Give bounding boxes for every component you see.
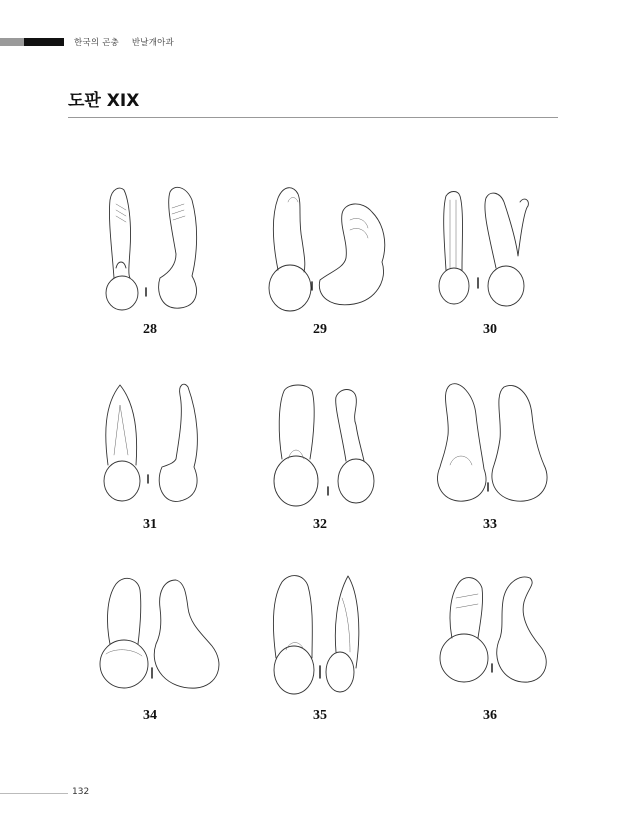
- figure-36-drawing: [420, 568, 570, 698]
- figure-32-number: 32: [313, 517, 327, 532]
- figure-29-drawing: [250, 180, 400, 310]
- figure-28: [80, 180, 230, 337]
- family-title: 반날개아과: [131, 38, 174, 48]
- figure-31-number: 31: [143, 517, 157, 532]
- book-title: 한국의 곤충: [74, 38, 119, 48]
- running-head: [74, 36, 174, 48]
- figure-32-drawing: [250, 375, 400, 505]
- figure-28-drawing: [80, 180, 230, 310]
- figure-29: [250, 180, 400, 337]
- figure-31: [80, 375, 230, 532]
- figure-36-number: 36: [483, 708, 497, 723]
- figure-29-number: 29: [313, 322, 327, 337]
- figure-36: [420, 568, 570, 723]
- figure-32: [250, 375, 400, 532]
- figure-34-number: 34: [143, 708, 157, 723]
- figure-33: [420, 375, 570, 532]
- figure-33-number: 33: [483, 517, 497, 532]
- plate-title: 도판 XIX: [68, 91, 140, 111]
- figure-35-number: 35: [313, 708, 327, 723]
- figure-31-drawing: [80, 375, 230, 505]
- footer-rule: [0, 793, 68, 794]
- figure-30: [420, 180, 570, 337]
- figure-34: [80, 568, 230, 723]
- figure-30-drawing: [420, 180, 570, 310]
- figure-33-drawing: [420, 375, 570, 505]
- figure-28-number: 28: [143, 322, 157, 337]
- header-bar-black: [24, 38, 64, 46]
- page-number: 132: [72, 787, 90, 797]
- figure-35: [250, 568, 400, 723]
- figure-30-number: 30: [483, 322, 497, 337]
- title-divider: [68, 117, 558, 118]
- header-bar-gray: [0, 38, 24, 46]
- figure-35-drawing: [250, 568, 400, 698]
- figure-34-drawing: [80, 568, 230, 698]
